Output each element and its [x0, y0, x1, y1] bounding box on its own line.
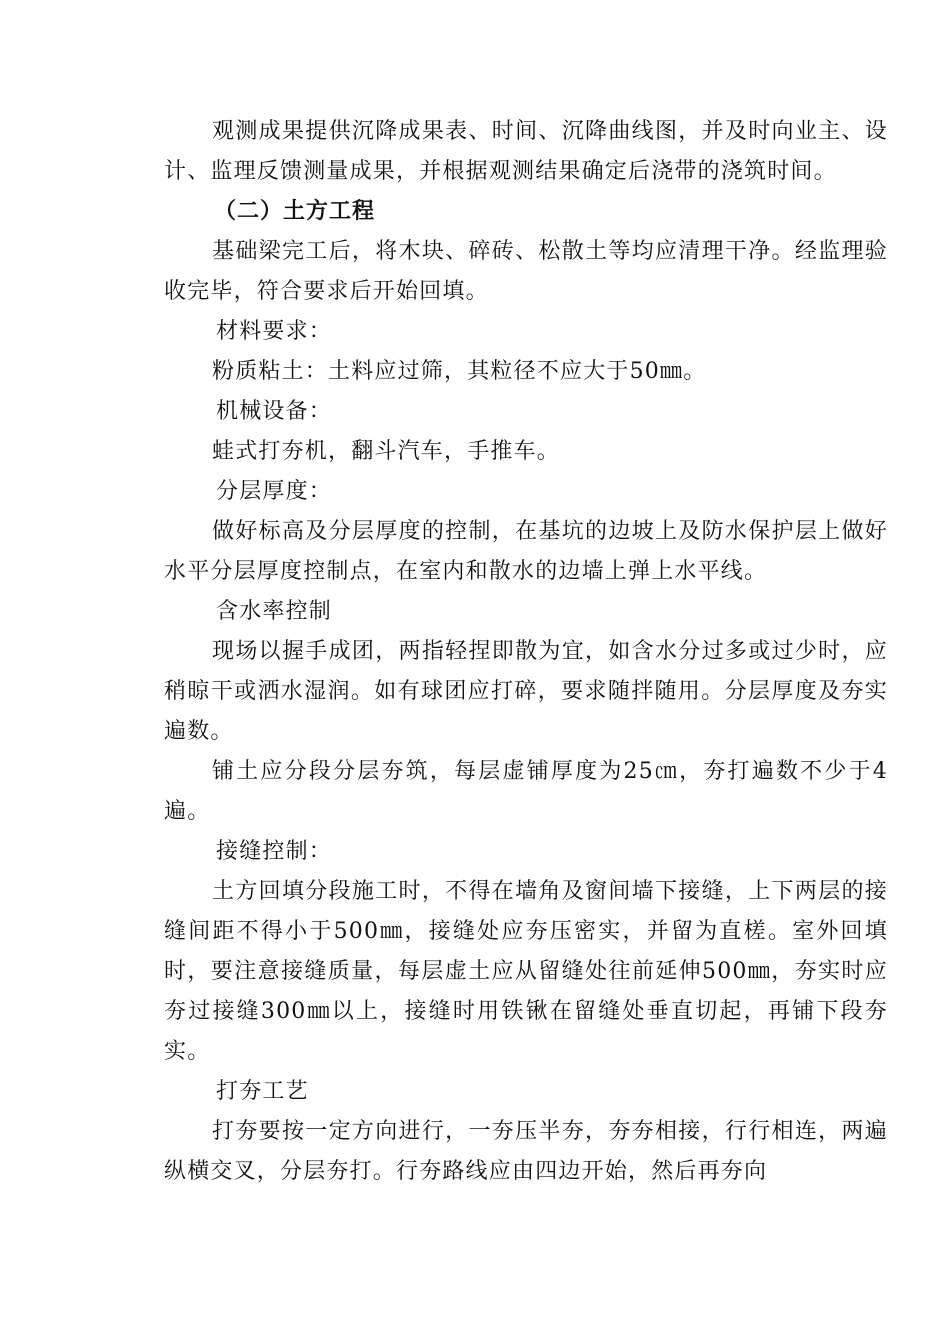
label-layer-thickness: 分层厚度：: [216, 479, 333, 504]
label-joint-control: 接缝控制：: [216, 839, 333, 864]
paragraph-joint-rules: 土方回填分段施工时，不得在墙角及窗间墙下接缝，上下两层的接缝间距不得小于500㎜，接缝处应夯压密实，并留为直槎。室外回填时，要注意接缝质量，每层虚土应从留缝处往前延伸500㎜，夯实时应夯过接缝300㎜以上，接缝时用铁锹在留缝处垂直切起，再铺下段夯实。: [164, 879, 888, 1064]
paragraph-tamping-rules: 打夯要按一定方向进行，一夯压半夯，夯夯相接，行行相连，两遍纵横交叉，分层夯打。行夯路线应由四边开始，然后再夯向: [164, 1119, 888, 1184]
label-machinery: 机械设备：: [216, 399, 333, 424]
paragraph-moisture-check: 现场以握手成团，两指轻捏即散为宜，如含水分过多或过少时，应稍晾干或洒水湿润。如有球团应打碎，要求随拌随用。分层厚度及夯实遍数。: [164, 639, 888, 744]
paragraph-layered-compaction: 铺土应分段分层夯筑，每层虚铺厚度为25㎝，夯打遍数不少于4遍。: [164, 759, 888, 824]
label-moisture-control: 含水率控制: [216, 599, 333, 624]
document-body: [164, 112, 888, 1192]
paragraph-machinery-list: 蛙式打夯机，翻斗汽车，手推车。: [212, 439, 561, 464]
paragraph-observation-results: 观测成果提供沉降成果表、时间、沉降曲线图，并及时向业主、设计、监理反馈测量成果，并根据观测结果确定后浇带的浇筑时间。: [164, 119, 888, 184]
paragraph-silty-clay: 粉质粘土：土料应过筛，其粒径不应大于50㎜。: [212, 359, 707, 384]
paragraph-layer-control: 做好标高及分层厚度的控制，在基坑的边坡上及防水保护层上做好水平分层厚度控制点，在室内和散水的边墙上弹上水平线。: [164, 519, 888, 584]
paragraph-backfill-prep: 基础梁完工后，将木块、碎砖、松散土等均应清理干净。经监理验收完毕，符合要求后开始回填。: [164, 239, 888, 304]
section-heading-earthwork: （二）土方工程: [214, 199, 376, 224]
label-tamping-process: 打夯工艺: [216, 1079, 309, 1104]
label-material-requirements: 材料要求：: [216, 319, 333, 344]
